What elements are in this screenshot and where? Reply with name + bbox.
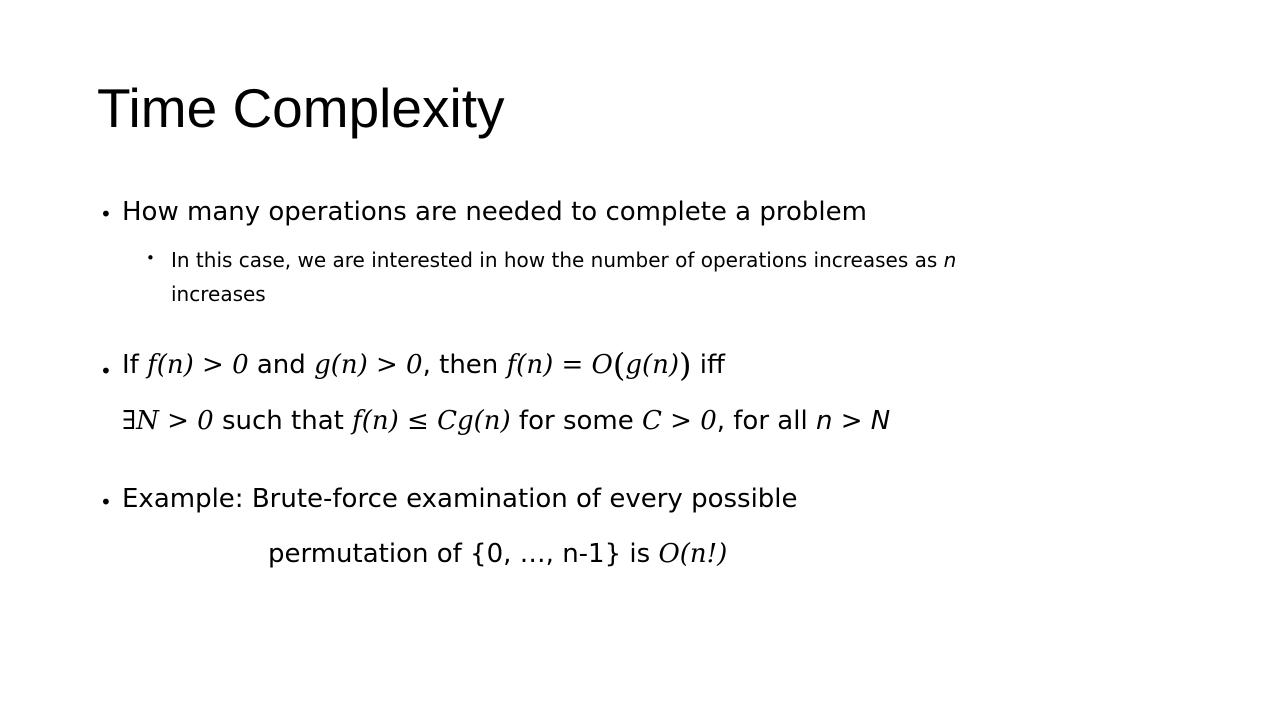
math-exists-N: ∃N > 0 [122,406,214,436]
bullet-icon: • [100,202,112,226]
sub-bullet-item-line1 [171,248,956,272]
word-if: If [122,350,148,380]
bullet-icon: • [100,490,112,514]
bullet-icon: • [146,249,155,267]
example-line2 [268,539,727,569]
math-gn-positive: g(n) > 0 [314,350,423,380]
bullet-item-operations: How many operations are needed to complete a problem [122,197,867,227]
word-iff: iff [691,350,725,380]
slide-title: Time Complexity [97,77,505,139]
word-for-some: for some [510,406,642,436]
variable-n: n [815,406,833,436]
math-O-n-factorial: O(n!) [658,539,728,569]
math-paren-close: ) [679,346,692,384]
math-c-positive: C > 0 [642,406,717,436]
word-such-that: such that [213,406,353,436]
math-fn-positive: f(n) > 0 [147,350,249,380]
bigO-definition-line1 [122,346,725,384]
word-greater-than: > [832,406,871,436]
variable-N: N [870,406,891,436]
math-fn-equals-O: f(n) = O [506,350,613,380]
bullet-icon: • [100,359,112,383]
bigO-definition-line2 [122,406,890,436]
math-paren-open: ( [612,346,626,384]
word-then: , then [422,350,507,380]
word-and: and [248,350,315,380]
sub-bullet-variable-n: n [943,248,957,272]
sub-bullet-text: In this case, we are interested in how the number of operations increases as [171,248,944,272]
math-fn-le-cgn: f(n) ≤ Cg(n) [352,406,511,436]
sub-bullet-item-line2: increases [171,282,266,306]
math-gn: g(n) [625,350,680,380]
example-line1: Example: Brute-force examination of every possible [122,484,798,514]
example-permutation-text: permutation of {0, …, n-1} is [268,539,659,569]
word-for-all: , for all [716,406,816,436]
